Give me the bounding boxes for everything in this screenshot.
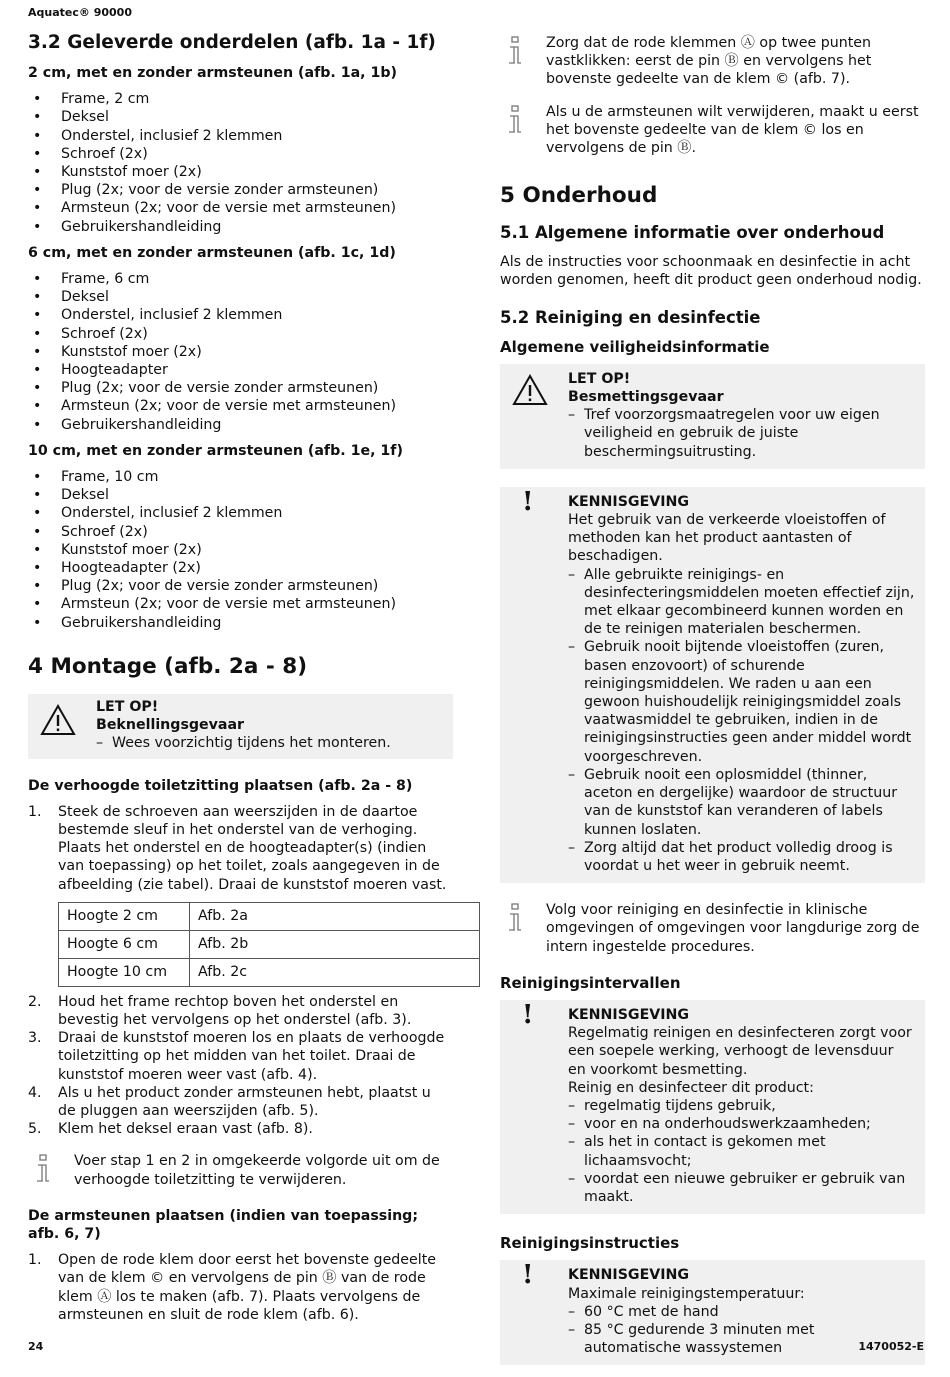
list-item: • Deksel bbox=[28, 108, 453, 126]
notice-text-2: Reinig en desinfecteer dit product: bbox=[568, 1079, 814, 1096]
notice-item: – Alle gebruikte reinigings- en desinfecteringsmiddelen moeten effectief zijn, met elkaar gecombineerd kunnen worden en de te reinigen materialen beschermen. bbox=[568, 566, 915, 639]
step-item: 1. Steek de schroeven aan weerszijden in de daartoe bestemde sleuf in het onderstel van de verhoging. Plaats het onderstel en de hoogteadapter(s) (indien van toepassing) op het toilet, zoals aangegeven in de afbeelding (zie tabel). Draai de kunststof moeren vast. bbox=[28, 803, 447, 893]
warning-triangle-icon bbox=[512, 374, 548, 411]
notice-item: – 85 °C gedurende 3 minuten met automatische wassystemen bbox=[568, 1321, 915, 1357]
subheading-10cm: 10 cm, met en zonder armsteunen (afb. 1e, 1f) bbox=[28, 442, 403, 459]
step-text: Als u het product zonder armsteunen hebt, plaatst u de pluggen aan weerszijden (afb. 5). bbox=[58, 1084, 431, 1119]
subheading-install-seat: De verhoogde toiletzitting plaatsen (afb. 2a - 8) bbox=[28, 777, 413, 794]
parts-list-10cm bbox=[28, 468, 453, 632]
list-item: • Onderstel, inclusief 2 klemmen bbox=[28, 127, 453, 145]
list-item: • Armsteun (2x; voor de versie met armsteunen) bbox=[28, 397, 453, 415]
parts-list-2cm bbox=[28, 90, 453, 236]
notice-item: – Gebruik nooit bijtende vloeistoffen (zuren, basen enzovoort) of schurende reinigingsmiddelen. We raden u aan een gewoon huishoudelijk reinigingsmiddel zoals vaatwasmiddel te gebruiken, indien in de reinigingsinstructies geen ander middel wordt voorgeschreven. bbox=[568, 638, 915, 765]
notice-item: – als het in contact is gekomen met lichaamsvocht; bbox=[568, 1133, 915, 1169]
table-row bbox=[59, 958, 480, 986]
exclamation-icon: ! bbox=[522, 486, 534, 517]
info-note-text: Voer stap 1 en 2 in omgekeerde volgorde uit om de verhoogde toiletzitting te verwijderen. bbox=[74, 1153, 440, 1188]
list-item: • Kunststof moer (2x) bbox=[28, 541, 453, 559]
notice-text: Regelmatig reinigen en desinfecteren zorgt voor een soepele werking, verhoogt de levensduur en voorkomt besmetting. bbox=[568, 1025, 912, 1078]
info-note-text: Als u de armsteunen wilt verwijderen, maakt u eerst het bovenste gedeelte van de klem © los en vervolgens de pin Ⓑ. bbox=[546, 103, 919, 157]
list-item: • Gebruikershandleiding bbox=[28, 614, 453, 632]
list-item: • Deksel bbox=[28, 486, 453, 504]
list-item: • Deksel bbox=[28, 288, 453, 306]
safety-info-title: Algemene veiligheidsinformatie bbox=[500, 337, 770, 356]
info-icon bbox=[508, 903, 522, 938]
subheading-6cm: 6 cm, met en zonder armsteunen (afb. 1c, 1d) bbox=[28, 244, 396, 261]
table-row bbox=[59, 930, 480, 958]
header-title: Aquatec® 90000 bbox=[28, 6, 132, 19]
caution-title: Besmettingsgevaar bbox=[568, 389, 724, 406]
figure-cell: Afb. 2a bbox=[190, 902, 480, 930]
notice-item: – voordat een nieuwe gebruiker er gebruik van maakt. bbox=[568, 1170, 915, 1206]
notice-text: Maximale reinigingstemperatuur: bbox=[568, 1285, 805, 1302]
step-text: Klem het deksel eraan vast (afb. 8). bbox=[58, 1121, 313, 1138]
notice-item: – voor en na onderhoudswerkzaamheden; bbox=[568, 1115, 915, 1133]
page-number: 24 bbox=[28, 1339, 44, 1353]
notice-items bbox=[568, 1097, 915, 1206]
step-item bbox=[28, 1120, 453, 1138]
list-item: • Schroef (2x) bbox=[28, 523, 453, 541]
exclamation-icon: ! bbox=[522, 1260, 534, 1291]
list-item: • Gebruikershandleiding bbox=[28, 218, 453, 236]
list-item: • Frame, 2 cm bbox=[28, 90, 453, 108]
step-number: 5. bbox=[28, 1121, 42, 1138]
armrest-step-1-text: Open de rode klem door eerst het bovenste gedeelte van de klem © en vervolgens de pin Ⓑ van de rode klem Ⓐ los te maken (afb. 7). Plaats vervolgens de armsteunen en sluit de rode klem (afb. 6). bbox=[58, 1252, 436, 1323]
notice-item: – Gebruik nooit een oplosmiddel (thinner, aceton en dergelijke) waardoor de structuur van de kunststof kan veranderen of labels kunnen loslaten. bbox=[568, 766, 915, 839]
section-3-2-title: 3.2 Geleverde onderdelen (afb. 1a - 1f) bbox=[28, 32, 436, 53]
install-steps bbox=[28, 803, 453, 894]
notice-item: – regelmatig tijdens gebruik, bbox=[568, 1097, 915, 1115]
caution-box-contamination bbox=[500, 364, 925, 469]
height-cell: Hoogte 6 cm bbox=[59, 930, 190, 958]
list-item: • Hoogteadapter (2x) bbox=[28, 559, 453, 577]
list-item: • Schroef (2x) bbox=[28, 325, 453, 343]
caution-title: Beknellingsgevaar bbox=[96, 717, 245, 734]
section-5-1-title: 5.1 Algemene informatie over onderhoud bbox=[500, 223, 885, 243]
step-number: 2. bbox=[28, 993, 42, 1010]
list-item: • Gebruikershandleiding bbox=[28, 416, 453, 434]
list-item: • Plug (2x; voor de versie zonder armsteunen) bbox=[28, 379, 453, 397]
figure-cell: Afb. 2b bbox=[190, 930, 480, 958]
height-cell: Hoogte 10 cm bbox=[59, 958, 190, 986]
caution-box-pinching bbox=[28, 694, 453, 759]
caution-item: – Tref voorzorgsmaatregelen voor uw eigen veiligheid en gebruik de juiste beschermingsuitrusting. bbox=[568, 406, 915, 461]
info-note-text: Zorg dat de rode klemmen Ⓐ op twee punten vastklikken: eerst de pin Ⓑ en vervolgens het bovenste gedeelte van de klem © (afb. 7). bbox=[546, 35, 872, 88]
step-text: Draai de kunststof moeren los en plaats de verhoogde toiletzitting op het midden van het toilet. Draai de kunststof moeren weer vast (afb. 4). bbox=[58, 1030, 445, 1083]
cleaning-intervals-title: Reinigingsintervallen bbox=[500, 973, 681, 992]
section-5-1-text: Als de instructies voor schoonmaak en desinfectie in acht worden genomen, heeft dit product geen onderhoud nodig. bbox=[500, 254, 922, 289]
section-5-2-title: 5.2 Reiniging en desinfectie bbox=[500, 307, 761, 327]
notice-box-fluids bbox=[500, 487, 925, 883]
info-icon bbox=[508, 36, 522, 71]
right-column bbox=[500, 34, 925, 1377]
list-item: • Kunststof moer (2x) bbox=[28, 163, 453, 181]
step-item: 1. Open de rode klem door eerst het bovenste gedeelte van de klem © en vervolgens de pin Ⓑ van de rode klem Ⓐ los te maken (afb. 7). Plaats vervolgens de armsteunen en sluit de rode klem (afb. 6). bbox=[28, 1252, 436, 1323]
armrest-steps bbox=[28, 1251, 453, 1324]
notice-box-intervals bbox=[500, 1000, 925, 1214]
info-note-text: Volg voor reiniging en desinfectie in klinische omgevingen of omgevingen voor langdurige zorg de intern ingestelde procedures. bbox=[546, 902, 920, 955]
notice-items bbox=[568, 566, 915, 875]
list-item: • Plug (2x; voor de versie zonder armsteunen) bbox=[28, 577, 453, 595]
info-note-remove-armrests bbox=[500, 103, 925, 158]
caution-label: LET OP! bbox=[568, 370, 631, 387]
left-column bbox=[28, 28, 453, 1324]
step-item bbox=[28, 993, 453, 1029]
subheading-2cm: 2 cm, met en zonder armsteunen (afb. 1a, 1b) bbox=[28, 65, 398, 81]
info-note-clamp bbox=[500, 34, 925, 89]
install-steps-continued bbox=[28, 993, 453, 1139]
notice-label: KENNISGEVING bbox=[568, 1267, 690, 1284]
figure-cell: Afb. 2c bbox=[190, 958, 480, 986]
caution-label: LET OP! bbox=[96, 698, 159, 715]
cleaning-instructions-title: Reinigingsinstructies bbox=[500, 1234, 680, 1253]
step-1-text: Steek de schroeven aan weerszijden in de daartoe bestemde sleuf in het onderstel van de verhoging. Plaats het onderstel en de hoogteadapter(s) (indien van toepassing) op het toilet, zoals aangegeven in de afbeelding (zie tabel). Draai de kunststof moeren vast. bbox=[58, 803, 447, 893]
step-text: Houd het frame rechtop boven het onderstel en bevestig het vervolgens op het onderstel (afb. 3). bbox=[58, 993, 412, 1028]
info-note-clinical bbox=[500, 901, 925, 956]
step-number: 4. bbox=[28, 1084, 42, 1101]
list-item: • Hoogteadapter bbox=[28, 361, 453, 379]
warning-triangle-icon bbox=[40, 704, 76, 741]
step-item bbox=[28, 1084, 453, 1120]
caution-item: – Wees voorzichtig tijdens het monteren. bbox=[96, 734, 443, 752]
list-item: • Onderstel, inclusief 2 klemmen bbox=[28, 306, 453, 324]
step-number: 3. bbox=[28, 1030, 42, 1047]
info-note-reverse bbox=[28, 1152, 453, 1188]
info-icon bbox=[508, 105, 522, 140]
notice-label: KENNISGEVING bbox=[568, 1006, 690, 1023]
notice-label: KENNISGEVING bbox=[568, 493, 690, 510]
section-4-title: 4 Montage (afb. 2a - 8) bbox=[28, 653, 308, 679]
list-item: • Onderstel, inclusief 2 klemmen bbox=[28, 504, 453, 522]
list-item: • Armsteun (2x; voor de versie met armsteunen) bbox=[28, 199, 453, 217]
notice-item: – 60 °C met de hand bbox=[568, 1303, 915, 1321]
table-row bbox=[59, 902, 480, 930]
notice-item: – Zorg altijd dat het product volledig droog is voordat u het weer in gebruik neemt. bbox=[568, 839, 915, 875]
parts-list-6cm bbox=[28, 270, 453, 434]
notice-text: Het gebruik van de verkeerde vloeistoffen of methoden kan het product aantasten of beschadigen. bbox=[568, 512, 886, 565]
list-item: • Schroef (2x) bbox=[28, 145, 453, 163]
section-5-title: 5 Onderhoud bbox=[500, 183, 658, 209]
list-item: • Frame, 6 cm bbox=[28, 270, 453, 288]
list-item: • Kunststof moer (2x) bbox=[28, 343, 453, 361]
subheading-armrests: De armsteunen plaatsen (indien van toepassing; afb. 6, 7) bbox=[28, 1207, 419, 1242]
step-item bbox=[28, 1029, 453, 1084]
height-cell: Hoogte 2 cm bbox=[59, 902, 190, 930]
list-item: • Armsteun (2x; voor de versie met armsteunen) bbox=[28, 595, 453, 613]
info-icon bbox=[36, 1154, 50, 1189]
document-id: 1470052-E bbox=[858, 1339, 924, 1353]
exclamation-icon: ! bbox=[522, 999, 534, 1030]
list-item: • Plug (2x; voor de versie zonder armsteunen) bbox=[28, 181, 453, 199]
list-item: • Frame, 10 cm bbox=[28, 468, 453, 486]
height-table bbox=[58, 902, 480, 987]
